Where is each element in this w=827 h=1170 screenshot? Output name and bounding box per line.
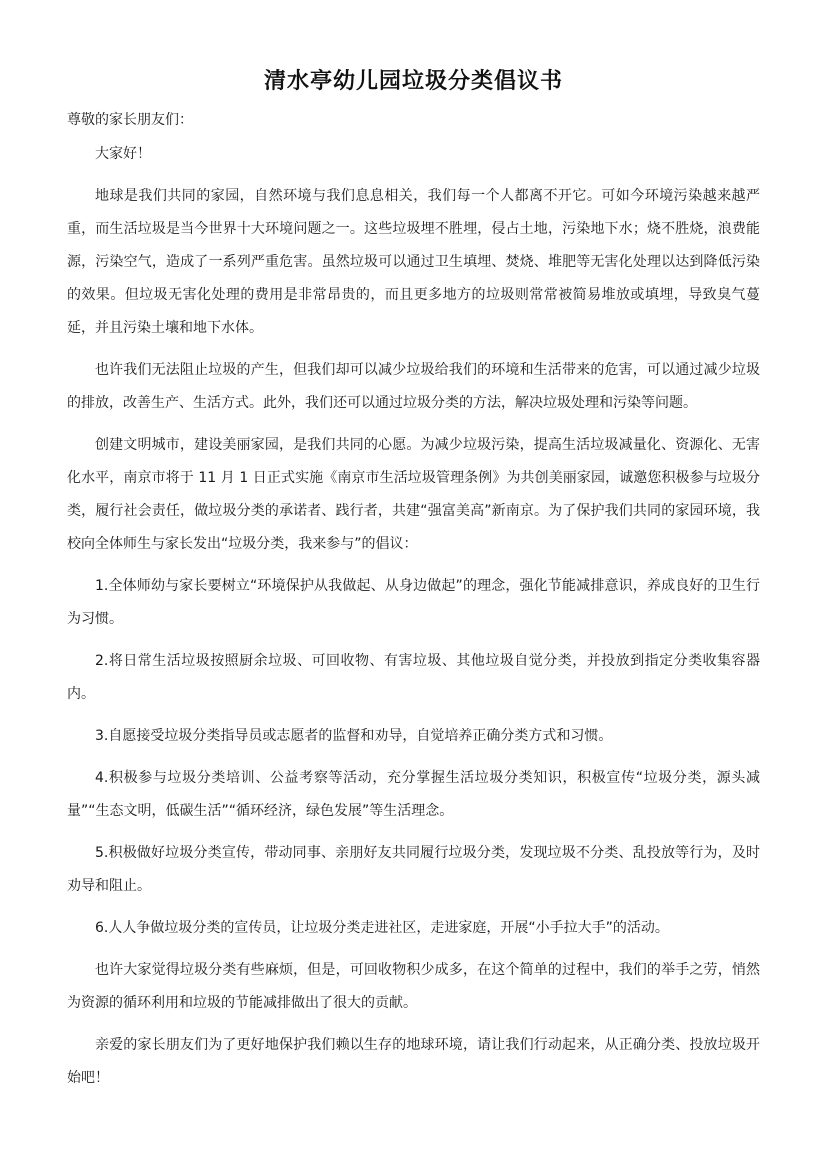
- proposal-item-3: 3.自愿接受垃圾分类指导员或志愿者的监督和劝导，自觉培养正确分类方式和习惯。: [95, 728, 613, 744]
- paragraph-greeting: 大家好！: [95, 146, 151, 162]
- proposal-item-5: 5.积极做好垃圾分类宣传，带动同事、亲朋好友共同履行垃圾分类，发现垃圾不分类、乱投放等行为，及时劝导和阻止。: [67, 845, 760, 894]
- proposal-item-4: 4.积极参与垃圾分类培训、公益考察等活动，充分掌握生活垃圾分类知识，积极宣传“垃圾分类，源头减量”“生态文明，低碳生活”“循环经济，绿色发展”等生活理念。: [67, 770, 760, 819]
- proposal-item-1: 1.全体师幼与家长要树立“环境保护从我做起、从身边做起”的理念，强化节能减排意识，养成良好的卫生行为习惯。: [67, 578, 760, 627]
- paragraph-intro: 地球是我们共同的家园，自然环境与我们息息相关，我们每一个人都离不开它。可如今环境污染越来越严重，而生活垃圾是当今世界十大环境问题之一。这些垃圾埋不胜埋，侵占土地，污染地下水；烧不胜烧，浪费能源，污染空气，造成了一系列严重危害。虽然垃圾可以通过卫生填埋、焚烧、堆肥等无害化处理以达到降低污染的效果。但垃圾无害化处理的费用是非常昂贵的，而且更多地方的垃圾则常常被简易堆放或填埋，导致臭气蔓延，并且污染土壤和地下水体。: [67, 188, 760, 336]
- paragraph-civilized-city: 创建文明城市，建设美丽家园，是我们共同的心愿。为减少垃圾污染，提高生活垃圾减量化、资源化、无害化水平，南京市将于 11 月 1 日正式实施《南京市生活垃圾管理条例》为共创美丽家园，诚邀您积极参与垃圾分类，履行社会责任，做垃圾分类的承诺者、践行者，共建“强富美高”新南京。为了保护我们共同的家园环境，我校向全体师生与家长发出“垃圾分类，我来参与”的倡议：: [67, 437, 760, 552]
- paragraph-reduce-waste: 也许我们无法阻止垃圾的产生，但我们却可以减少垃圾给我们的环境和生活带来的危害，可以通过减少垃圾的排放，改善生产、生活方式。此外，我们还可以通过垃圾分类的方法，解决垃圾处理和污染等问题。: [67, 362, 760, 411]
- document-title: 清水亭幼儿园垃圾分类倡议书: [263, 68, 563, 94]
- proposal-item-6: 6.人人争做垃圾分类的宣传员，让垃圾分类走进社区，走进家庭，开展“小手拉大手”的活动。: [95, 920, 669, 936]
- document-page: [67, 0, 760, 1095]
- proposal-item-2: 2.将日常生活垃圾按照厨余垃圾、可回收物、有害垃圾、其他垃圾自觉分类，并投放到指定分类收集容器内。: [67, 653, 760, 702]
- paragraph-closing: 亲爱的家长朋友们为了更好地保护我们赖以生存的地球环境，请让我们行动起来，从正确分类、投放垃圾开始吧！: [67, 1037, 760, 1086]
- paragraph-contribution: 也许大家觉得垃圾分类有些麻烦，但是，可回收物积少成多，在这个简单的过程中，我们的举手之劳，悄然为资源的循环利用和垃圾的节能减排做出了很大的贡献。: [67, 962, 760, 1011]
- salutation: 尊敬的家长朋友们：: [67, 112, 193, 128]
